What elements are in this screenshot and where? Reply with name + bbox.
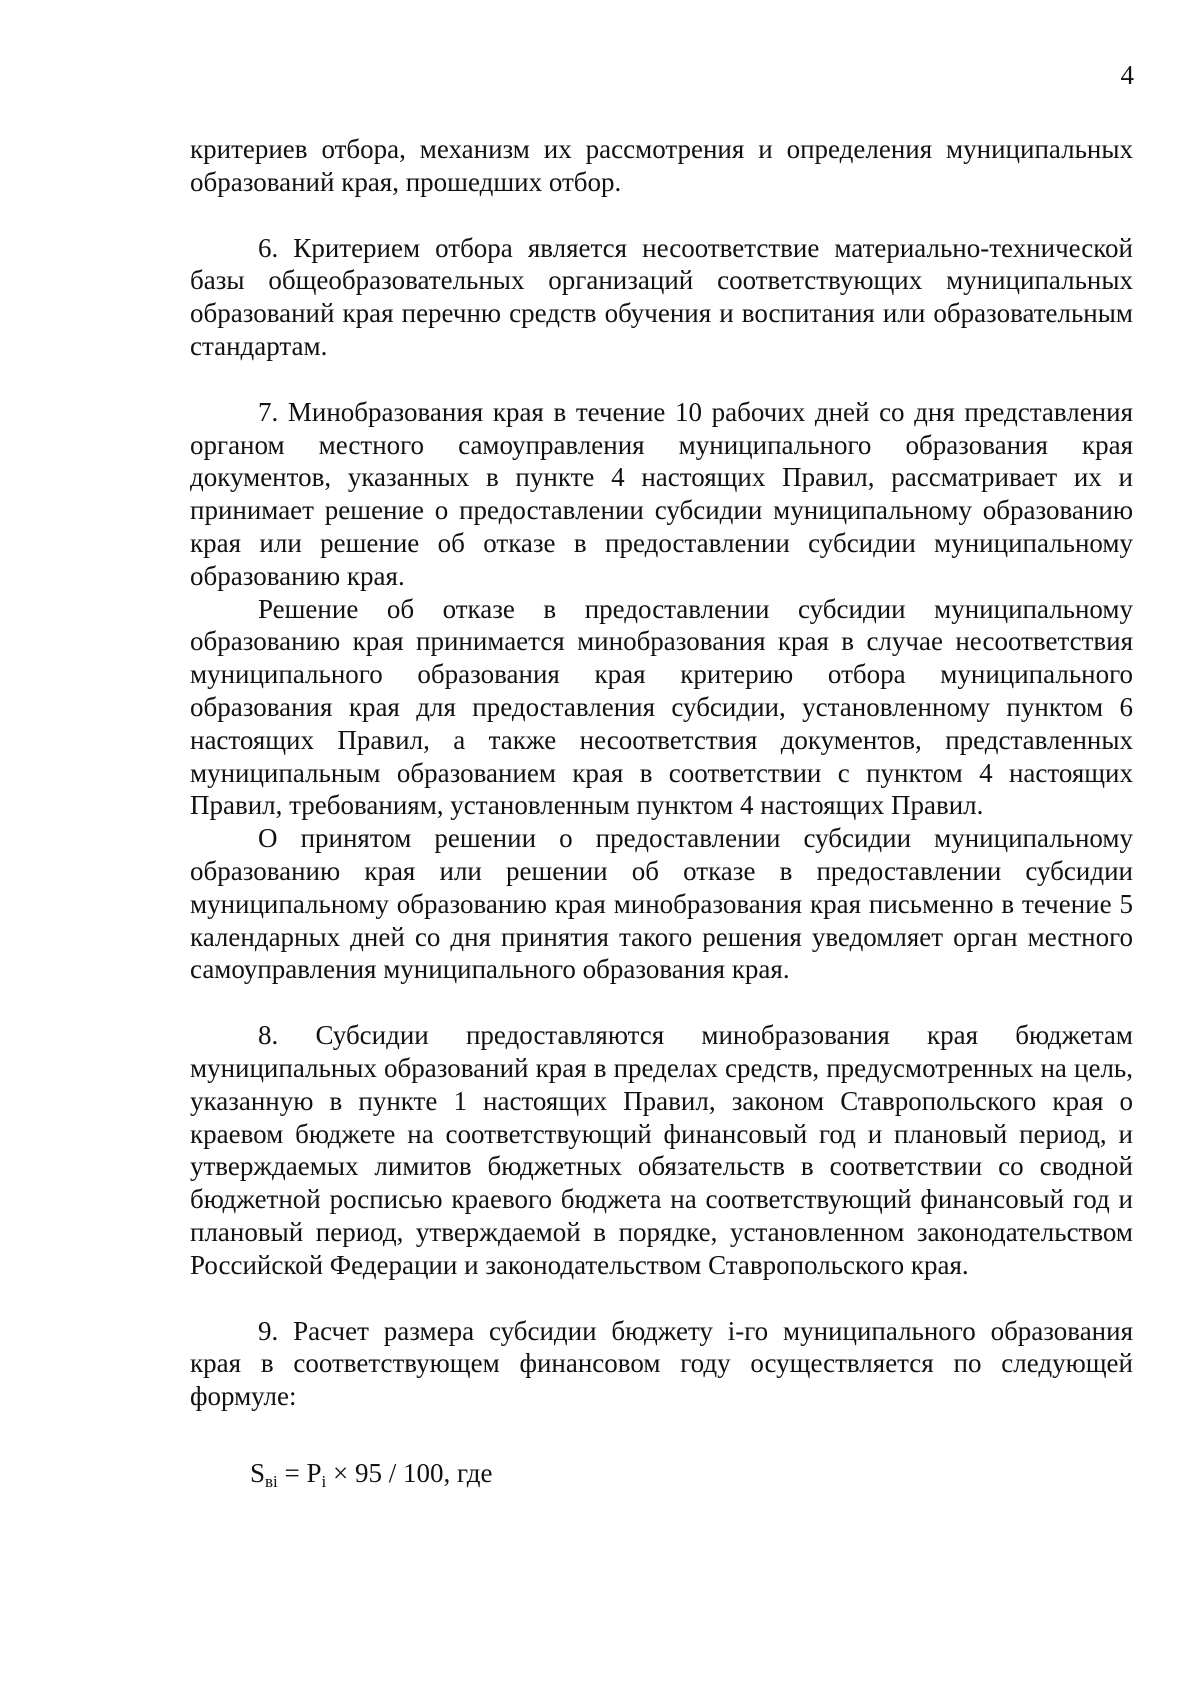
formula-s-subscript: вi bbox=[265, 1471, 278, 1491]
paragraph-clause-6: 6. Критерием отбора является несоответствие материально-технической базы общеобразовательных организаций соответствующих муниципальных образований края перечню средств обучения и воспитания или образовательным стандартам. bbox=[190, 232, 1133, 361]
paragraph-clause-8: 8. Субсидии предоставляются минобразования края бюджетам муниципальных образований края в пределах средств, предусмотренных на цель, указанную в пункте 1 настоящих Правил, законом Ставропольского края о краевом бюджете на соответствующий финансовый год и плановый период, и утверждаемых лимитов бюджетных обязательств в соответствии со сводной бюджетной росписью краевого бюджета на соответствующий финансовый год и плановый период, утверждаемой в порядке, установленном законодательством Российской Федерации и законодательством Ставропольского края. bbox=[190, 1020, 1133, 1280]
formula-rest: × 95 / 100, где bbox=[326, 1457, 493, 1488]
subsidy-formula bbox=[250, 1457, 1133, 1490]
paragraph-refusal-decision: Решение об отказе в предоставлении субсидии муниципальному образованию края принимается минобразования края в случае несоответствия муниципального образования края критерию отбора муниципального образования края для предоставления субсидии, установленному пунктом 6 настоящих Правил, а также несоответствия документов, представленных муниципальным образованием края в соответствии с пунктом 4 настоящих Правил, требованиям, установленным пунктом 4 настоящих Правил. bbox=[190, 593, 1133, 821]
paragraph-notification: О принятом решении о предоставлении субсидии муниципальному образованию края или решении об отказе в предоставлении субсидии муниципальному образованию края минобразования края письменно в течение 5 календарных дней со дня принятия такого решения уведомляет орган местного самоуправления муниципального образования края. bbox=[190, 823, 1133, 985]
formula-p-subscript: i bbox=[321, 1471, 327, 1491]
page-number: 4 bbox=[1120, 60, 1134, 90]
paragraph-continuation: критериев отбора, механизм их рассмотрения и определения муниципальных образований края, прошедших отбор. bbox=[190, 134, 1133, 197]
formula-s: S bbox=[250, 1457, 266, 1488]
paragraph-clause-9: 9. Расчет размера субсидии бюджету i-го муниципального образования края в соответствующем финансовом году осуществляется по следующей формуле: bbox=[190, 1315, 1133, 1412]
formula-equals-p: = P bbox=[277, 1457, 322, 1488]
document-body bbox=[190, 133, 1133, 1490]
paragraph-clause-7: 7. Минобразования края в течение 10 рабочих дней со дня представления органом местного самоуправления муниципального образования края документов, указанных в пункте 4 настоящих Правил, рассматривает их и принимает решение о предоставлении субсидии муниципальному образованию края или решение об отказе в предоставлении субсидии муниципальному образованию края. bbox=[190, 396, 1133, 591]
